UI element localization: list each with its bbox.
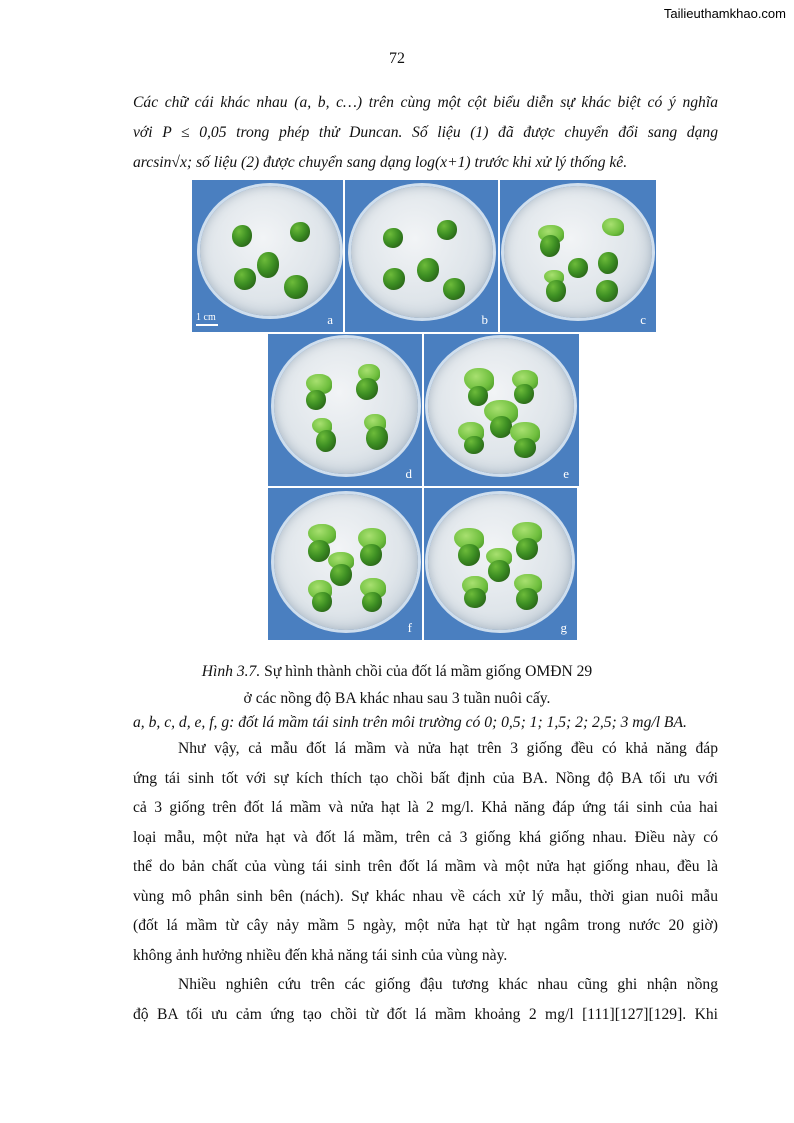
explant <box>514 384 534 404</box>
petri-dish-photo-a <box>192 180 343 332</box>
body-line: độ BA tối ưu cảm ứng tạo chồi từ đốt lá mầm khoảng 2 mg/l [111][127][129]. Khi <box>133 1005 718 1023</box>
petri-dish <box>504 186 652 318</box>
explant <box>330 564 352 586</box>
explant <box>568 258 588 278</box>
explant <box>443 278 465 300</box>
watermark: Tailieuthamkhao.com <box>663 6 786 21</box>
petri-dish-photo-b <box>345 180 498 332</box>
petri-dish-photo-g <box>424 488 577 640</box>
figure-caption-line1 <box>0 659 794 684</box>
figure-subcaption: a, b, c, d, e, f, g: đốt lá mầm tái sinh trên môi trường có 0; 0,5; 1; 1,5; 2; 2,5; 3 mg/l BA. <box>133 714 687 731</box>
petri-dish <box>351 186 493 318</box>
explant <box>356 378 378 400</box>
explant <box>383 228 403 248</box>
explant <box>234 268 256 290</box>
photo-label: a <box>327 312 333 327</box>
explant <box>516 538 538 560</box>
explant <box>417 258 439 282</box>
footnote-line: Các chữ cái khác nhau (a, b, c…) trên cùng một cột biểu diễn sự khác biệt có ý nghĩa <box>133 94 718 111</box>
body-line: không ảnh hưởng nhiều đến khả năng tái sinh của vùng này. <box>133 946 508 964</box>
page-number: 72 <box>389 50 405 67</box>
explant <box>290 222 310 242</box>
explant <box>468 386 488 406</box>
petri-dish-photo-d <box>268 334 422 486</box>
footnote-line: với P ≤ 0,05 trong phép thử Duncan. Số liệu (1) đã được chuyển đổi sang dạng <box>133 124 718 141</box>
explant <box>464 588 486 608</box>
explant <box>464 436 484 454</box>
photo-label: c <box>640 312 646 327</box>
body-line: vùng mô phân sinh bên (nách). Sự khác nhau về cách xử lý mẫu, thời gian nuôi mẫu <box>133 887 718 905</box>
explant <box>362 592 382 612</box>
explant <box>490 416 512 438</box>
petri-dish-photo-c <box>500 180 656 332</box>
figure-title: Sự hình thành chồi của đốt lá mầm giống OMĐN 29 <box>260 663 593 680</box>
explant <box>546 280 566 302</box>
petri-dish-photo-f <box>268 488 422 640</box>
explant <box>306 390 326 410</box>
explant <box>312 592 332 612</box>
explant <box>257 252 279 278</box>
explant <box>598 252 618 274</box>
photo-label: e <box>563 466 569 481</box>
photo-label: g <box>560 620 567 635</box>
explant <box>540 235 560 257</box>
explant <box>516 588 538 610</box>
explant <box>437 220 457 240</box>
explant <box>383 268 405 290</box>
body-line: cả 3 giống trên đốt lá mầm và nửa hạt là 2 mg/l. Khả năng đáp ứng tái sinh của hai <box>133 799 718 816</box>
body-line: ứng tái sinh tốt với sự kích thích tạo chồi bất định của BA. Nồng độ BA tối ưu với <box>133 769 718 787</box>
petri-dish-photo-e <box>424 334 579 486</box>
explant <box>488 560 510 582</box>
explant <box>596 280 618 302</box>
figure-caption-line2: ở các nồng độ BA khác nhau sau 3 tuần nuôi cấy. <box>243 690 551 707</box>
explant <box>284 275 308 299</box>
footnote-line: arcsin√x; số liệu (2) được chuyển sang dạng log(x+1) trước khi xử lý thống kê. <box>133 154 628 171</box>
photo-label: b <box>481 312 488 327</box>
body-line: thể do bản chất của vùng tái sinh trên đốt lá mầm và một nửa hạt giống nhau, đều là <box>133 858 718 875</box>
body-line: (đốt lá mầm từ cây nảy mầm 5 ngày, một nửa hạt từ hạt ngâm trong nước 20 giờ) <box>133 917 718 934</box>
petri-dish <box>200 186 340 316</box>
body-paragraph-1 <box>133 734 718 1029</box>
body-line: loại mẫu, một nửa hạt và đốt lá mầm, trên cả 3 giống khá giống nhau. Điều này có <box>133 828 718 846</box>
scale-bar: 1 cm <box>196 312 218 326</box>
explant <box>366 426 388 450</box>
explant <box>308 540 330 562</box>
explant <box>458 544 480 566</box>
petri-dish <box>274 338 418 474</box>
explant <box>514 438 536 458</box>
figure-number: Hình 3.7. <box>201 663 261 680</box>
photo-label: d <box>405 466 412 481</box>
photo-label: f <box>407 620 412 635</box>
explant <box>360 544 382 566</box>
table-footnote <box>133 88 718 178</box>
body-line: Như vậy, cả mẫu đốt lá mầm và nửa hạt trên 3 giống đều có khả năng đáp <box>178 740 718 757</box>
shoot <box>602 218 624 236</box>
explant <box>316 430 336 452</box>
explant <box>232 225 252 247</box>
body-line: Nhiều nghiên cứu trên các giống đậu tương khác nhau cũng ghi nhận nồng <box>178 976 718 993</box>
